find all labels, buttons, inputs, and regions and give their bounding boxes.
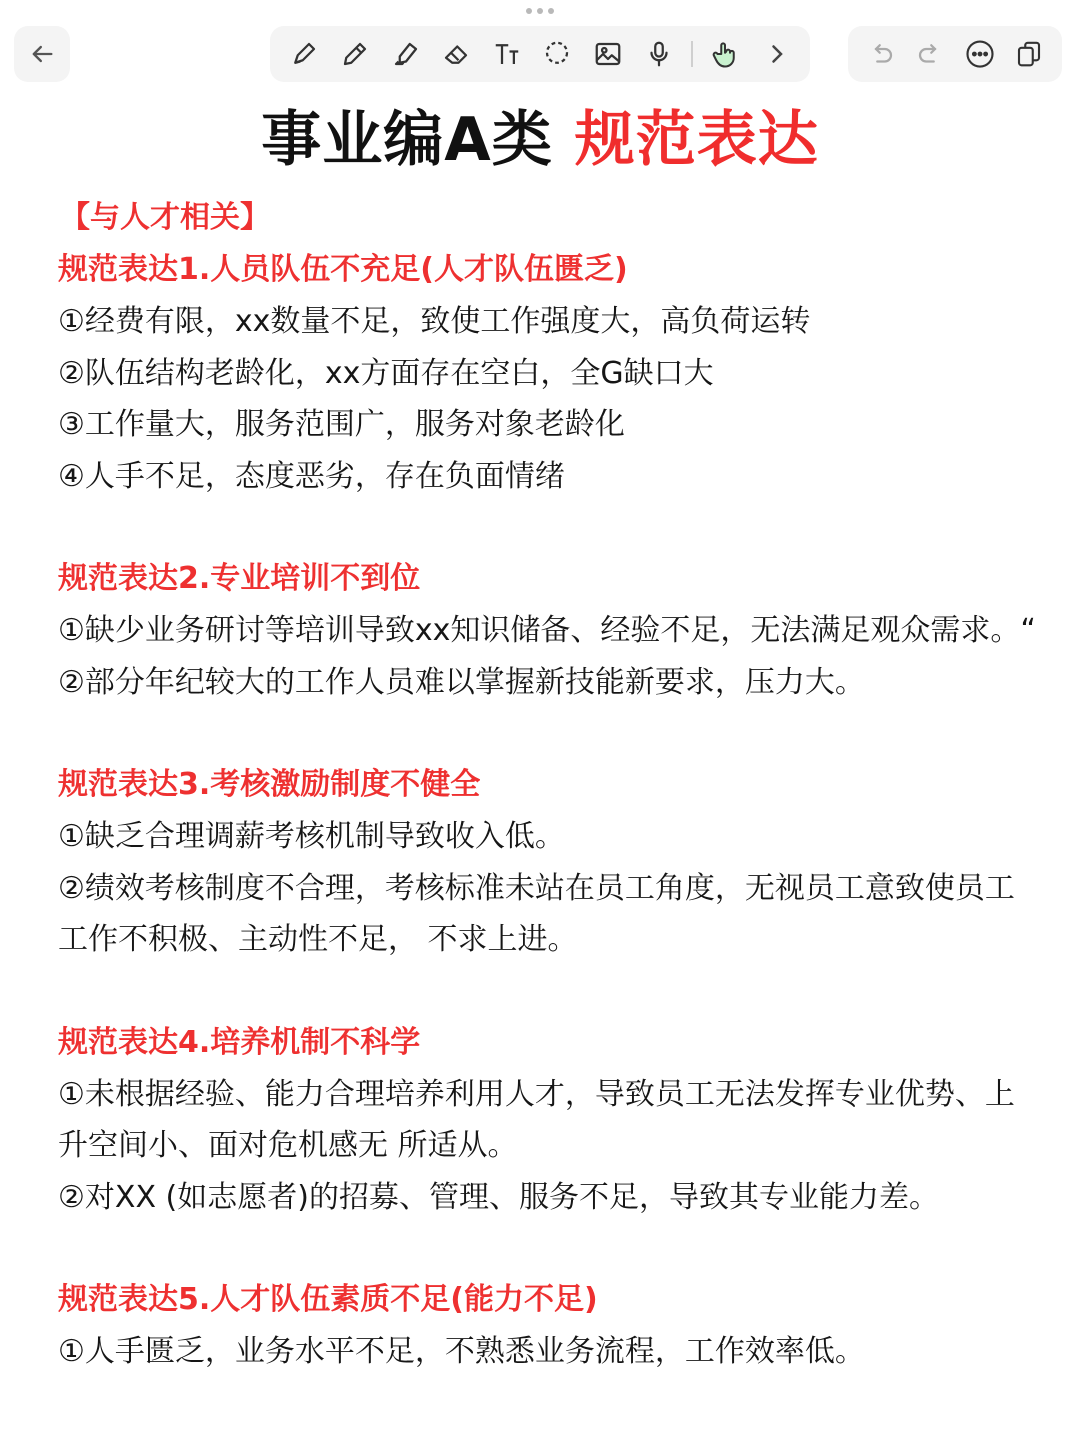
undo-button[interactable] — [862, 35, 900, 73]
more-button[interactable] — [961, 35, 999, 73]
microphone-icon — [644, 39, 674, 69]
touch-tool[interactable] — [707, 35, 744, 73]
highlighter-tool[interactable] — [387, 35, 424, 73]
image-icon — [593, 39, 623, 69]
pen-icon — [289, 39, 319, 69]
section-heading: 规范表达4.培养机制不科学 — [58, 1024, 421, 1060]
section-heading: 规范表达1.人员队伍不充足(人才队伍匮乏) — [58, 252, 628, 287]
lasso-tool[interactable] — [539, 35, 576, 73]
top-toolbar — [0, 26, 1080, 86]
list-item: ④人手不足，态度恶劣，存在负面情绪 — [58, 458, 565, 494]
list-item: ①未根据经验、能力合理培养利用人才，导致员工无法发挥专业优势、上升空间小、面对危机感无 所适从。 — [58, 1076, 1015, 1163]
pages-button[interactable] — [1010, 35, 1048, 73]
list-item: ①人手匮乏，业务水平不足，不熟悉业务流程，工作效率低。 — [58, 1334, 865, 1369]
note-content — [58, 192, 1038, 1378]
section-heading: 规范表达3.考核激励制度不健全 — [58, 767, 481, 802]
more-tools-button[interactable] — [757, 35, 794, 73]
list-item: ②绩效考核制度不合理，考核标准未站在员工角度，无视员工意致使员工工作不积极、主动性不足， 不求上进。 — [58, 870, 1015, 957]
more-icon — [965, 39, 995, 69]
title-part-black: 事业编A类 — [261, 105, 553, 175]
undo-icon — [866, 39, 896, 69]
list-item: ①缺乏合理调薪考核机制导致收入低。 — [58, 819, 565, 854]
lasso-icon — [542, 39, 572, 69]
eraser-tool[interactable] — [438, 35, 475, 73]
drag-handle[interactable] — [526, 8, 554, 14]
redo-button[interactable] — [911, 35, 949, 73]
chevron-right-icon — [761, 39, 791, 69]
list-item: ②队伍结构老龄化，xx方面存在空白，全G缺口大 — [58, 355, 714, 391]
list-item: ①缺少业务研讨等培训导致xx知识储备、经验不足，无法满足观众需求。“ — [58, 613, 1036, 648]
section-heading: 规范表达2.专业培训不到位 — [58, 561, 421, 596]
image-tool[interactable] — [590, 35, 627, 73]
list-item: ②对XX (如志愿者)的招募、管理、服务不足，导致其专业能力差。 — [58, 1179, 939, 1215]
touch-icon — [710, 39, 740, 69]
pencil-tool[interactable] — [337, 35, 374, 73]
toolbar-divider — [691, 41, 693, 67]
text-icon — [492, 39, 522, 69]
eraser-icon — [441, 39, 471, 69]
pen-tool[interactable] — [286, 35, 323, 73]
redo-icon — [915, 39, 945, 69]
document-actions — [848, 26, 1062, 82]
title-part-red: 规范表达 — [574, 105, 819, 175]
text-tool[interactable] — [488, 35, 525, 73]
drawing-tools — [270, 26, 810, 82]
list-item: ③工作量大，服务范围广，服务对象老龄化 — [58, 407, 625, 442]
category-label: 【与人才相关】 — [60, 200, 270, 235]
section-heading: 规范表达5.人才队伍素质不足(能力不足) — [58, 1282, 598, 1317]
microphone-tool[interactable] — [640, 35, 677, 73]
page-title — [0, 100, 1080, 180]
arrow-left-icon — [28, 40, 56, 68]
list-item: ②部分年纪较大的工作人员难以掌握新技能新要求，压力大。 — [58, 664, 865, 700]
list-item: ①经费有限，xx数量不足，致使工作强度大，高负荷运转 — [58, 304, 811, 339]
back-button[interactable] — [14, 26, 70, 82]
highlighter-icon — [391, 39, 421, 69]
pencil-icon — [340, 39, 370, 69]
pages-icon — [1014, 39, 1044, 69]
